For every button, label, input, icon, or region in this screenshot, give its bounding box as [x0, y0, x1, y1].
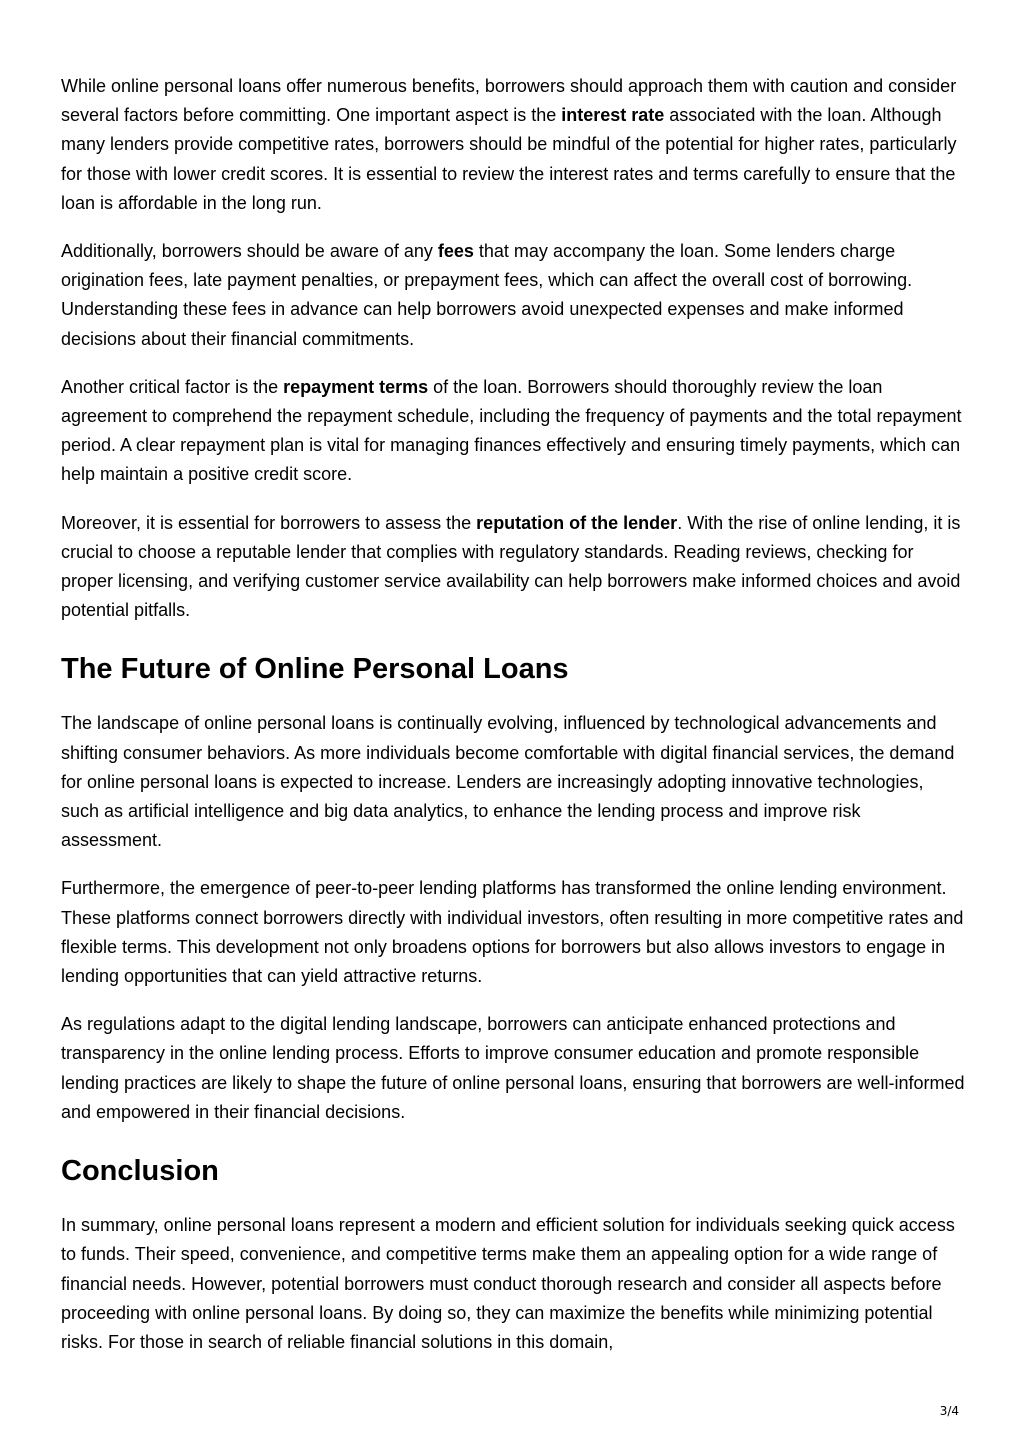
paragraph-text: Moreover, it is essential for borrowers to assess the	[61, 512, 477, 533]
paragraph-future-p2p: Furthermore, the emergence of peer-to-peer lending platforms has transformed the online lending environment. These platforms connect borrowers directly with individual investors, often resulting in more competitive rates and flexible terms. This development not only broadens options for borrowers but also allows investors to engage in lending opportunities that can yield attractive returns.	[61, 878, 964, 987]
paragraph-text: Additionally, borrowers should be aware of any	[61, 241, 438, 262]
paragraph-text: While online personal loans offer numerous benefits, borrowers should approach them with caution and consider several factors before committing. One important aspect is the	[61, 76, 957, 126]
paragraph-lender-reputation	[61, 509, 966, 626]
page-number: 3/4	[939, 1404, 959, 1418]
paragraph-conclusion-summary: In summary, online personal loans represent a modern and efficient solution for individuals seeking quick access to funds. Their speed, convenience, and competitive terms make them an appealing option for a wide range of financial needs. However, potential borrowers must conduct thorough research and consider all aspects before proceeding with online personal loans. By doing so, they can maximize the benefits while minimizing potential risks. For those in search of reliable financial solutions in this domain,	[61, 1215, 955, 1352]
heading-future: The Future of Online Personal Loans	[61, 653, 569, 686]
paragraph-repayment-terms	[61, 373, 966, 490]
paragraph-text: of the loan. Borrowers should thoroughly review the loan agreement to comprehend the repayment schedule, including the frequency of payments and the total repayment period. A clear repayment plan is vital for managing finances effectively and ensuring timely payments, which can help maintain a positive credit score.	[61, 376, 962, 485]
paragraph-future-landscape: The landscape of online personal loans is continually evolving, influenced by technological advancements and shifting consumer behaviors. As more individuals become comfortable with digital financial services, the demand for online personal loans is expected to increase. Lenders are increasingly adopting innovative technologies, such as artificial intelligence and big data analytics, to enhance the lending process and improve risk assessment.	[61, 713, 955, 851]
paragraph-fees	[61, 237, 966, 354]
heading-conclusion: Conclusion	[61, 1155, 219, 1188]
document-body	[61, 72, 966, 1376]
paragraph-text: Another critical factor is the	[61, 376, 284, 397]
bold-term-interest-rate: interest rate	[561, 105, 665, 126]
bold-term-fees: fees	[437, 241, 474, 262]
paragraph-interest-rate	[61, 72, 966, 218]
paragraph-text: that may accompany the loan. Some lenders charge origination fees, late payment penalties, or prepayment fees, which can affect the overall cost of borrowing. Understanding these fees in advance can help borrowers avoid unexpected expenses and make informed decisions about their financial commitments.	[61, 241, 913, 349]
paragraph-future-regulations: As regulations adapt to the digital lending landscape, borrowers can anticipate enhanced protections and transparency in the online lending process. Efforts to improve consumer education and promote responsible lending practices are likely to shape the future of online personal loans, ensuring that borrowers are well-informed and empowered in their financial decisions.	[61, 1014, 965, 1122]
paragraph-text: . With the rise of online lending, it is crucial to choose a reputable lender that complies with regulatory standards. Reading reviews, checking for proper licensing, and verifying customer service availability can help borrowers make informed choices and avoid potential pitfalls.	[61, 512, 961, 621]
bold-term-repayment-terms: repayment terms	[283, 376, 429, 397]
bold-term-reputation: reputation of the lender	[476, 512, 678, 533]
paragraph-text: associated with the loan. Although many lenders provide competitive rates, borrowers should be mindful of the potential for higher rates, particularly for those with lower credit scores. It is essential to review the interest rates and terms carefully to ensure that the loan is affordable in the long run.	[61, 105, 957, 213]
